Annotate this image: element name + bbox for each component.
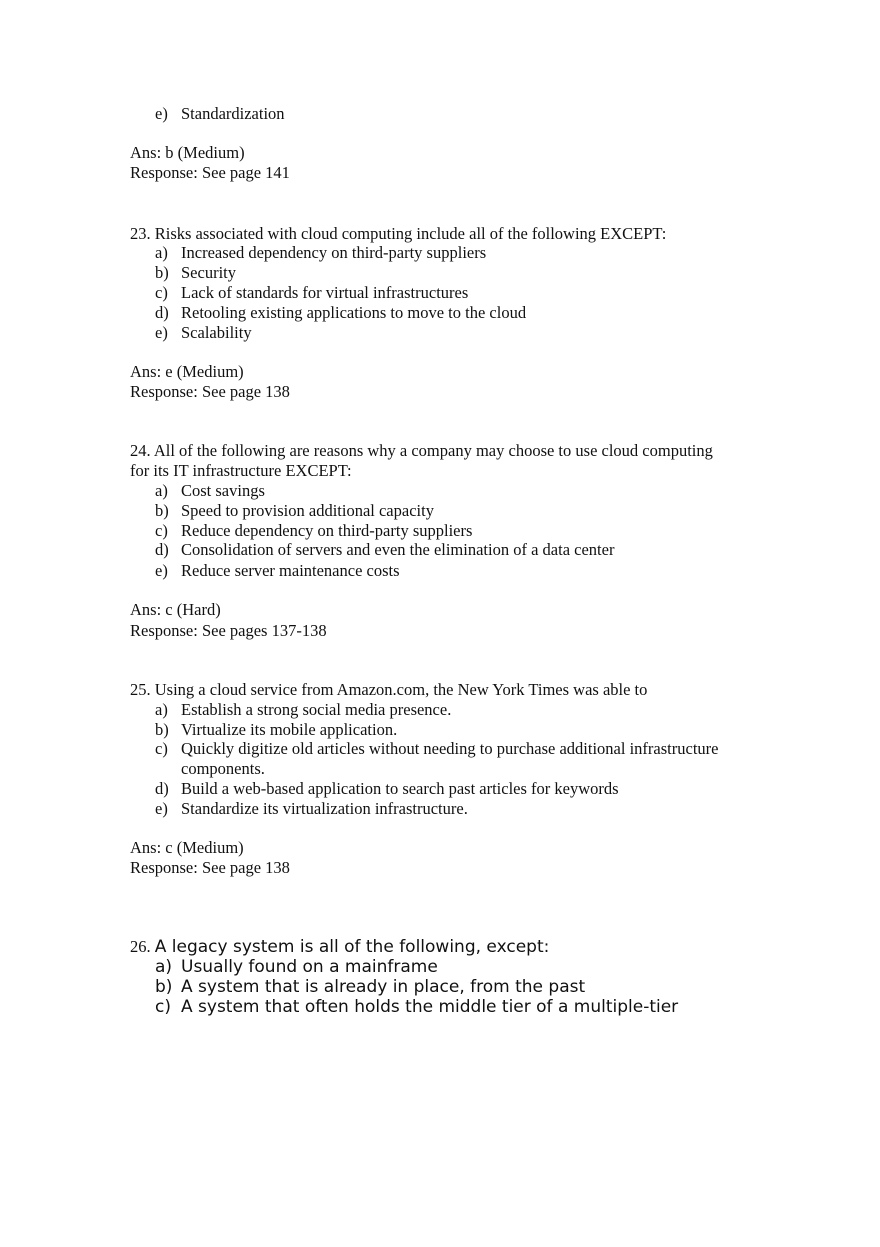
option-label: c) [155,521,168,540]
option-label: c) [155,997,171,1017]
option-text: Standardization [181,104,285,123]
option-text: Cost savings [181,481,265,500]
q25-question: 25. Using a cloud service from Amazon.com, the New York Times was able to [130,680,648,699]
option-text: Reduce server maintenance costs [181,561,400,580]
option-label: a) [155,243,168,262]
q23-answer: Ans: e (Medium) [130,362,244,381]
option-text: Scalability [181,323,252,342]
option-text: components. [181,759,265,778]
option-text: Standardize its virtualization infrastructure. [181,799,468,818]
option-text: Lack of standards for virtual infrastructures [181,283,469,302]
q26-question: A legacy system is all of the following, except: [154,937,550,957]
option-text: Usually found on a mainframe [181,957,438,977]
q26-number: 26. [130,937,151,956]
option-label: e) [155,104,168,123]
option-label: a) [155,481,168,500]
option-text: Virtualize its mobile application. [181,720,398,739]
option-text: Speed to provision additional capacity [181,501,434,520]
option-text: Increased dependency on third-party suppliers [181,243,487,262]
option-text: A system that is already in place, from the past [181,977,586,997]
option-label: b) [155,977,173,997]
option-text: Build a web-based application to search past articles for keywords [181,779,619,798]
option-label: b) [155,263,169,282]
q24-answer: Ans: c (Hard) [130,600,221,619]
option-text: Reduce dependency on third-party suppliers [181,521,473,540]
q22-response: Response: See page 141 [130,163,290,182]
q24-response: Response: See pages 137-138 [130,621,327,640]
option-label: e) [155,323,168,342]
option-label: a) [155,957,173,977]
option-text: Establish a strong social media presence. [181,700,452,719]
option-text: Quickly digitize old articles without needing to purchase additional infrastructure [181,739,719,758]
option-label: b) [155,720,169,739]
option-label: e) [155,799,168,818]
option-label: c) [155,739,168,758]
option-label: d) [155,540,169,559]
option-label: d) [155,303,169,322]
option-text: Security [181,263,236,282]
option-label: d) [155,779,169,798]
q22-answer: Ans: b (Medium) [130,143,245,162]
option-label: e) [155,561,168,580]
option-text: A system that often holds the middle tier of a multiple-tier [181,997,679,1017]
option-text: Retooling existing applications to move to the cloud [181,303,527,322]
option-text: Consolidation of servers and even the elimination of a data center [181,540,615,559]
option-label: a) [155,700,168,719]
q26-question-row [130,937,549,957]
q23-question: 23. Risks associated with cloud computing include all of the following EXCEPT: [130,224,667,243]
q25-answer: Ans: c (Medium) [130,838,244,857]
option-label: c) [155,283,168,302]
q24-question-line2: for its IT infrastructure EXCEPT: [130,461,352,480]
q24-question-line1: 24. All of the following are reasons why a company may choose to use cloud computing [130,441,713,460]
option-label: b) [155,501,169,520]
q23-response: Response: See page 138 [130,382,290,401]
q25-response: Response: See page 138 [130,858,290,877]
